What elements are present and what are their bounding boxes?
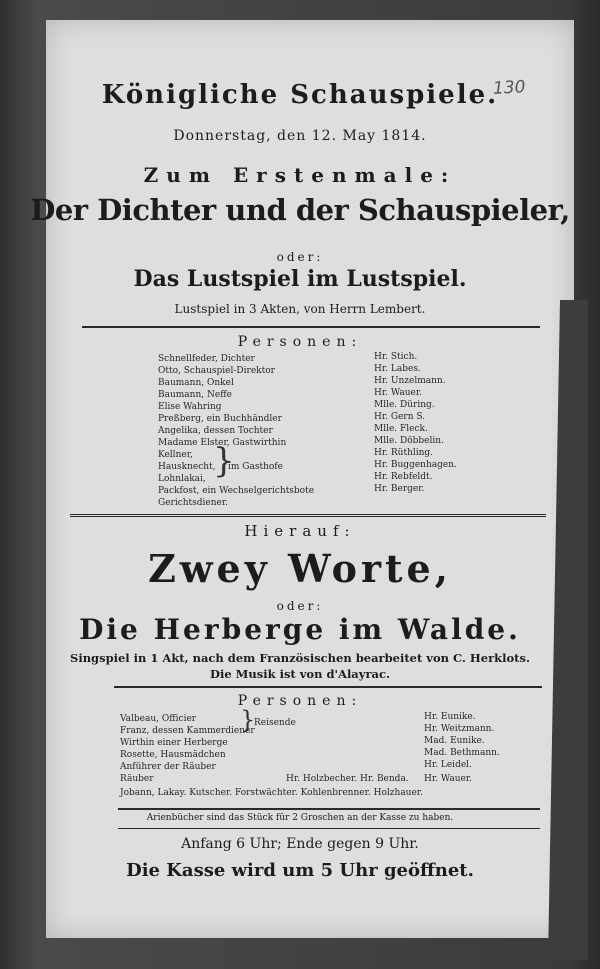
- play2-subtitle: Die Herberge im Walde.: [79, 613, 521, 646]
- box-office-note: Die Kasse wird um 5 Uhr geöffnet.: [126, 860, 474, 881]
- role: Schnellfeder, Dichter: [158, 354, 255, 364]
- play2-group-brace: }: [240, 706, 256, 734]
- actor: Hr. Rebfeldt.: [374, 472, 433, 482]
- play1-persons-heading: Personen:: [237, 334, 363, 350]
- role: Franz, dessen Kammerdiener: [120, 726, 255, 736]
- role: Räuber: [120, 774, 154, 784]
- actor: Hr. Wauer.: [374, 388, 423, 398]
- role: Preßberg, ein Buchhändler: [158, 414, 282, 424]
- divider-5: [118, 828, 540, 829]
- role: Gerichtsdiener.: [158, 498, 229, 508]
- play1-group-note: im Gasthofe: [228, 462, 283, 472]
- actor: Hr. Wauer.: [424, 774, 473, 784]
- libretto-note: Arienbücher sind das Stück für 2 Groschen an der Kasse zu haben.: [146, 813, 454, 823]
- actor: Hr. Rüthling.: [374, 448, 434, 458]
- role: Kellner,: [158, 450, 193, 460]
- actor: Hr. Berger.: [374, 484, 425, 494]
- actor: Mad. Eunike.: [424, 736, 485, 746]
- role: Valbeau, Officier: [120, 714, 197, 724]
- play2-oder: oder:: [276, 599, 324, 613]
- role: Baumann, Onkel: [158, 378, 234, 388]
- play2-genre: Singspiel in 1 Akt, nach dem Französischen bearbeitet von C. Herklots.: [70, 651, 530, 665]
- role: Jobann, Lakay. Kutscher. Forstwächter. Kohlenbrenner. Holzhauer.: [120, 788, 423, 798]
- divider-4: [118, 808, 540, 810]
- role: Rosette, Hausmädchen: [120, 750, 226, 760]
- play1-oder: oder:: [276, 250, 324, 264]
- role: Lohnlakai,: [158, 474, 206, 484]
- actor: Hr. Weitzmann.: [424, 724, 495, 734]
- play2-persons-heading: Personen:: [237, 693, 363, 709]
- divider-1: [82, 326, 540, 328]
- actor: Hr. Unzelmann.: [374, 376, 446, 386]
- actor: Hr. Stich.: [374, 352, 418, 362]
- divider-3: [114, 686, 542, 688]
- play2-extra-actors: Hr. Holzbecher. Hr. Benda.: [286, 774, 409, 784]
- role: Otto, Schauspiel-Direktor: [158, 366, 275, 376]
- theatre-name: Königliche Schauspiele.: [101, 80, 499, 110]
- actor: Mad. Bethmann.: [424, 748, 500, 758]
- play1-intro: Zum Erstenmale:: [143, 163, 457, 187]
- actor: Hr. Leidel.: [424, 760, 472, 770]
- performance-times: Anfang 6 Uhr; Ende gegen 9 Uhr.: [181, 836, 419, 852]
- play2-intro: Hierauf:: [244, 522, 356, 540]
- playbill-sheet: [46, 20, 574, 938]
- role: Anführer der Räuber: [120, 762, 216, 772]
- performance-date: Donnerstag, den 12. May 1814.: [173, 128, 427, 144]
- divider-2: [70, 514, 546, 517]
- actor: Mlle. Döbbelin.: [374, 436, 444, 446]
- role: Packfost, ein Wechselgerichtsbote: [158, 486, 315, 496]
- play1-genre: Lustspiel in 3 Akten, von Herrn Lembert.: [174, 302, 426, 316]
- role: Elise Wahring: [158, 402, 222, 412]
- play2-group-note: Reisende: [254, 718, 296, 728]
- actor: Mlle. Düring.: [374, 400, 435, 410]
- actor: Hr. Labes.: [374, 364, 421, 374]
- play2-title: Zwey Worte,: [148, 546, 452, 591]
- actor: Mlle. Fleck.: [374, 424, 428, 434]
- actor: Hr. Buggenhagen.: [374, 460, 457, 470]
- role: Angelika, dessen Tochter: [158, 426, 273, 436]
- archive-number: 130: [492, 77, 526, 99]
- actor: Hr. Gern S.: [374, 412, 426, 422]
- actor: Hr. Eunike.: [424, 712, 476, 722]
- play2-composer: Die Musik ist von d'Alayrac.: [210, 667, 390, 681]
- role: Baumann, Neffe: [158, 390, 232, 400]
- play1-title: Der Dichter und der Schauspieler,: [30, 193, 570, 227]
- play1-group-brace: }: [213, 441, 235, 481]
- role: Hausknecht,: [158, 462, 216, 472]
- role: Madame Elster, Gastwirthin: [158, 438, 287, 448]
- role: Wirthin einer Herberge: [120, 738, 228, 748]
- play1-subtitle: Das Lustspiel im Lustspiel.: [133, 266, 467, 292]
